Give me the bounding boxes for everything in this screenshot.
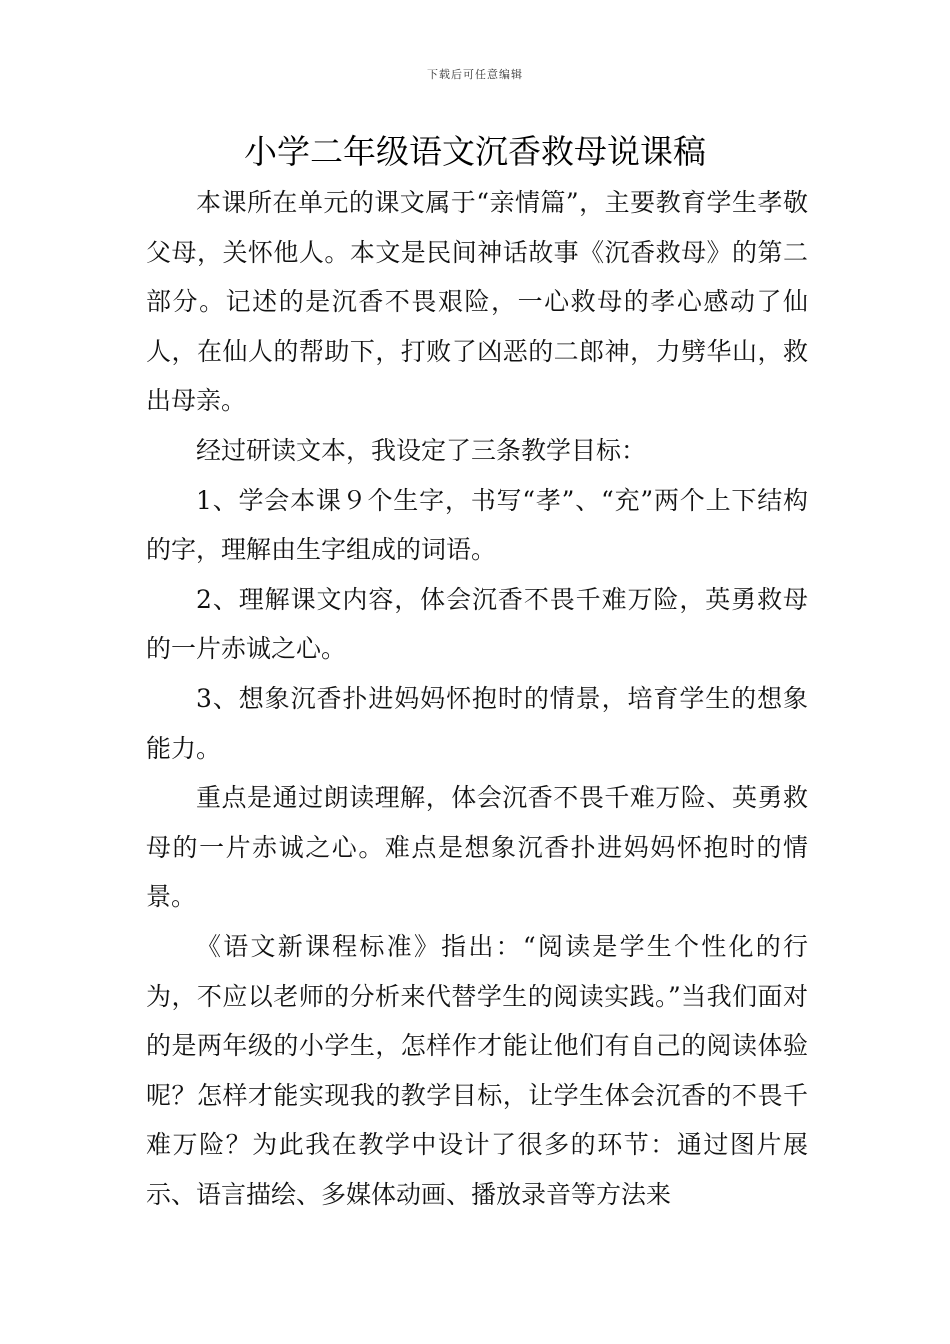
paragraph-goals-intro: 经过研读文本，我设定了三条教学目标： [196, 435, 647, 465]
paragraph-intro: 本课所在单元的课文属于“亲情篇”，主要教育学生孝敬父母，关怀他人。本文是民间神话故事《沉香救母》的第二部分。记述的是沉香不畏艰险，一心救母的孝心感动了仙人，在仙人的帮助下，打败了凶恶的二郎神，力劈华山，救出母亲。 [146, 188, 808, 416]
document-title: 小学二年级语文沉香救母说课稿 [244, 132, 706, 171]
paragraph-goal-1: 1、学会本课９个生字，书写“孝”、“充”两个上下结构的字，理解由生字组成的词语。 [146, 485, 808, 565]
paragraph-goal-3: 3、想象沉香扑进妈妈怀抱时的情景，培育学生的想象能力。 [146, 683, 808, 763]
paragraph-curriculum-standard: 《语文新课程标准》指出：“阅读是学生个性化的行为，不应以老师的分析来代替学生的阅读实践。”当我们面对的是两年级的小学生，怎样作才能让他们有自己的阅读体验呢？怎样才能实现我的教学目标，让学生体会沉香的不畏千难万险？为此我在教学中设计了很多的环节：通过图片展示、语言描绘、多媒体动画、播放录音等方法来 [146, 931, 808, 1209]
header-note: 下载后可任意编辑 [427, 68, 523, 81]
paragraph-goal-2: 2、理解课文内容，体会沉香不畏千难万险，英勇救母的一片赤诚之心。 [146, 584, 808, 664]
paragraph-key-points: 重点是通过朗读理解，体会沉香不畏千难万险、英勇救母的一片赤诚之心。难点是想象沉香扑进妈妈怀抱时的情景。 [146, 783, 808, 912]
document-body [146, 178, 808, 1219]
